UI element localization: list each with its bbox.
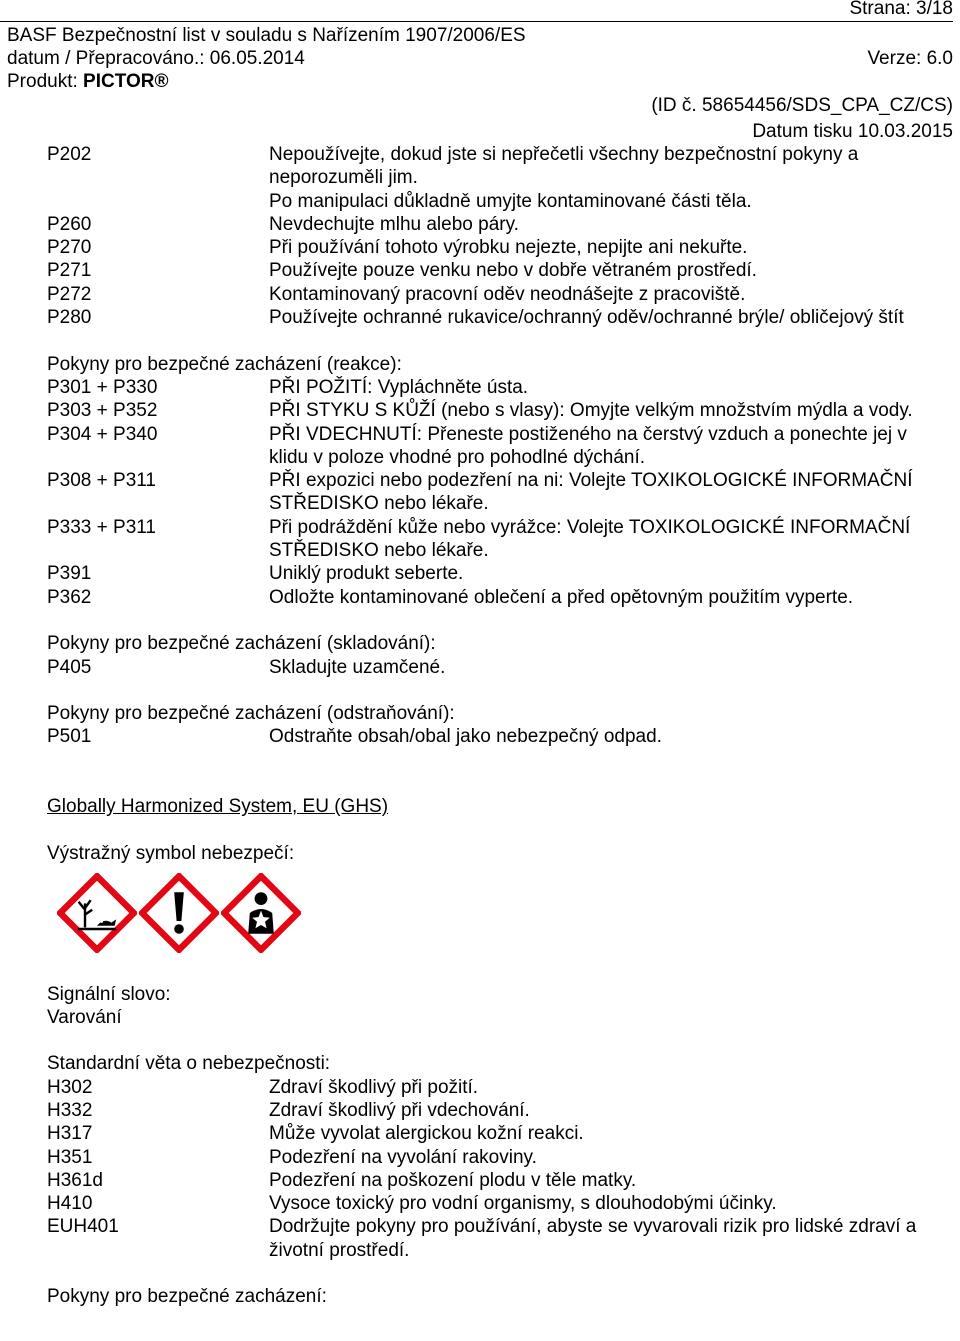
statement-row	[47, 1192, 927, 1215]
statement-code: P303 + P352	[47, 400, 158, 422]
statement-code: P202	[47, 144, 92, 165]
document-header	[0, 0, 960, 143]
statement-text: Nepoužívejte, dokud jste si nepřečetli všechny bezpečnostní pokyny a neporozuměli jim.	[269, 144, 859, 189]
statement-row	[47, 236, 927, 259]
health-hazard-pictogram-icon	[221, 873, 301, 953]
statement-row	[47, 1099, 927, 1122]
statement-text: Odložte kontaminované oblečení a před opětovným použitím vyperte.	[269, 586, 854, 608]
signal-word: Varování	[47, 1006, 122, 1028]
header-rule	[0, 21, 953, 22]
statement-text: Při používání tohoto výrobku nejezte, nepijte ani nekuřte.	[269, 237, 748, 259]
statement-text: Zdraví škodlivý při požití.	[269, 1076, 479, 1098]
disposal-list	[47, 725, 927, 748]
document-id: (ID č. 58654456/SDS_CPA_CZ/CS)	[651, 95, 953, 116]
statement-text: Kontaminovaný pracovní oděv neodnášejte z pracoviště.	[269, 283, 746, 305]
statement-code: H332	[47, 1099, 93, 1121]
statement-row	[47, 1146, 927, 1169]
statement-row	[47, 213, 927, 236]
statement-row	[47, 469, 927, 516]
statement-code: P333 + P311	[47, 516, 156, 538]
statement-code: H317	[47, 1123, 93, 1145]
statement-code: H361d	[47, 1169, 103, 1191]
statement-row	[47, 516, 927, 563]
product-line	[7, 71, 168, 93]
statement-row	[47, 423, 927, 470]
statement-code: P260	[47, 213, 92, 235]
storage-list	[47, 656, 927, 679]
statement-row	[47, 1169, 927, 1192]
statement-code: EUH401	[47, 1216, 119, 1238]
product-name: PICTOR®	[83, 71, 169, 92]
statement-row	[47, 1122, 927, 1145]
statement-text: Odstraňte obsah/obal jako nebezpečný odpad.	[269, 726, 662, 748]
statement-code: P270	[47, 237, 92, 259]
statement-text: PŘI VDECHNUTÍ: Přeneste postiženého na čerstvý vzduch a ponechte jej v klidu v poloze vhodné pro pohodlné dýchání.	[269, 423, 907, 468]
statement-row	[47, 259, 927, 282]
statement-text: Dodržujte pokyny pro používání, abyste se vyvarovali rizik pro lidské zdraví a životní prostředí.	[269, 1216, 917, 1261]
product-label: Produkt:	[7, 71, 84, 92]
statement-code: P362	[47, 586, 92, 608]
document-title: BASF Bezpečnostní list v souladu s Nařízením 1907/2006/ES	[7, 25, 526, 46]
revision-date: datum / Přepracováno.: 06.05.2014	[7, 48, 305, 69]
statement-text: Podezření na poškození plodu v těle matky.	[269, 1169, 637, 1191]
reaction-list	[47, 376, 927, 609]
statement-code: P304 + P340	[47, 423, 158, 445]
statement-text: Nevdechujte mlhu alebo páry.	[269, 213, 519, 235]
storage-heading: Pokyny pro bezpečné zacházení (skladování):	[47, 633, 436, 655]
signal-word-heading: Signální slovo:	[47, 983, 171, 1005]
hazard-statements-list	[47, 1076, 927, 1262]
exclamation-pictogram-icon	[139, 873, 219, 953]
hazard-statements-heading: Standardní věta o nebezpečnosti:	[47, 1053, 331, 1075]
statement-text: PŘI STYKU S KŮŽÍ (nebo s vlasy): Omyjte velkým množstvím mýdla a vody.	[269, 400, 913, 422]
ghs-section-title: Globally Harmonized System, EU (GHS)	[47, 796, 389, 818]
statement-text: Používejte ochranné rukavice/ochranný oděv/ochranné brýle/ obličejový štít	[269, 307, 904, 329]
prevention-list	[47, 143, 927, 329]
environment-pictogram-icon	[57, 873, 137, 953]
statement-text: PŘI POŽITÍ: Vypláchněte ústa.	[269, 376, 529, 398]
statement-text: Používejte pouze venku nebo v dobře větraném prostředí.	[269, 260, 757, 282]
hazard-symbol-heading: Výstražný symbol nebezpečí:	[47, 842, 295, 864]
statement-text: PŘI expozici nebo podezření na ni: Volejte TOXIKOLOGICKÉ INFORMAČNÍ STŘEDISKO nebo lékaře.	[269, 470, 913, 515]
statement-code: H410	[47, 1193, 93, 1215]
statement-row	[47, 376, 927, 399]
statement-row	[47, 1076, 927, 1099]
statement-row	[47, 283, 927, 306]
statement-text: Může vyvolat alergickou kožní reakci.	[269, 1123, 584, 1145]
statement-code: P271	[47, 260, 92, 282]
statement-row	[47, 562, 927, 585]
statement-text: Při podráždění kůže nebo vyrážce: Volejte TOXIKOLOGICKÉ INFORMAČNÍ STŘEDISKO nebo lékaře.	[269, 516, 911, 562]
statement-code: P501	[47, 726, 92, 748]
statement-row	[47, 190, 927, 213]
statement-code: P405	[47, 656, 92, 678]
statement-row	[47, 586, 927, 609]
page-number: Strana: 3/18	[849, 0, 953, 19]
statement-code	[47, 190, 269, 213]
statement-text: Skladujte uzamčené.	[269, 656, 446, 678]
statement-row	[47, 143, 927, 190]
precautionary-heading: Pokyny pro bezpečné zacházení:	[47, 1286, 327, 1308]
statement-code: P308 + P311	[47, 470, 156, 492]
reaction-heading: Pokyny pro bezpečné zacházení (reakce):	[47, 353, 402, 375]
statement-row	[47, 399, 927, 422]
statement-row	[47, 1215, 927, 1262]
statement-row	[47, 656, 927, 679]
document-body	[47, 143, 927, 1309]
statement-code: P280	[47, 307, 92, 329]
statement-code: P391	[47, 563, 92, 585]
statement-text: Podezření na vyvolání rakoviny.	[269, 1146, 537, 1168]
statement-text: Vysoce toxický pro vodní organismy, s dlouhodobými účinky.	[269, 1193, 777, 1215]
statement-code: P272	[47, 283, 92, 305]
version: Verze: 6.0	[867, 48, 953, 69]
statement-code: P301 + P330	[47, 376, 158, 398]
statement-text: Uniklý produkt seberte.	[269, 563, 464, 585]
ghs-pictograms	[57, 873, 927, 959]
statement-text: Po manipulaci důkladně umyjte kontaminované části těla.	[269, 190, 752, 212]
statement-text: Zdraví škodlivý při vdechování.	[269, 1099, 530, 1121]
statement-row	[47, 725, 927, 748]
statement-code: H302	[47, 1076, 93, 1098]
statement-code: H351	[47, 1146, 93, 1168]
print-date: Datum tisku 10.03.2015	[752, 121, 953, 142]
statement-row	[47, 306, 927, 329]
disposal-heading: Pokyny pro bezpečné zacházení (odstraňování):	[47, 703, 455, 725]
